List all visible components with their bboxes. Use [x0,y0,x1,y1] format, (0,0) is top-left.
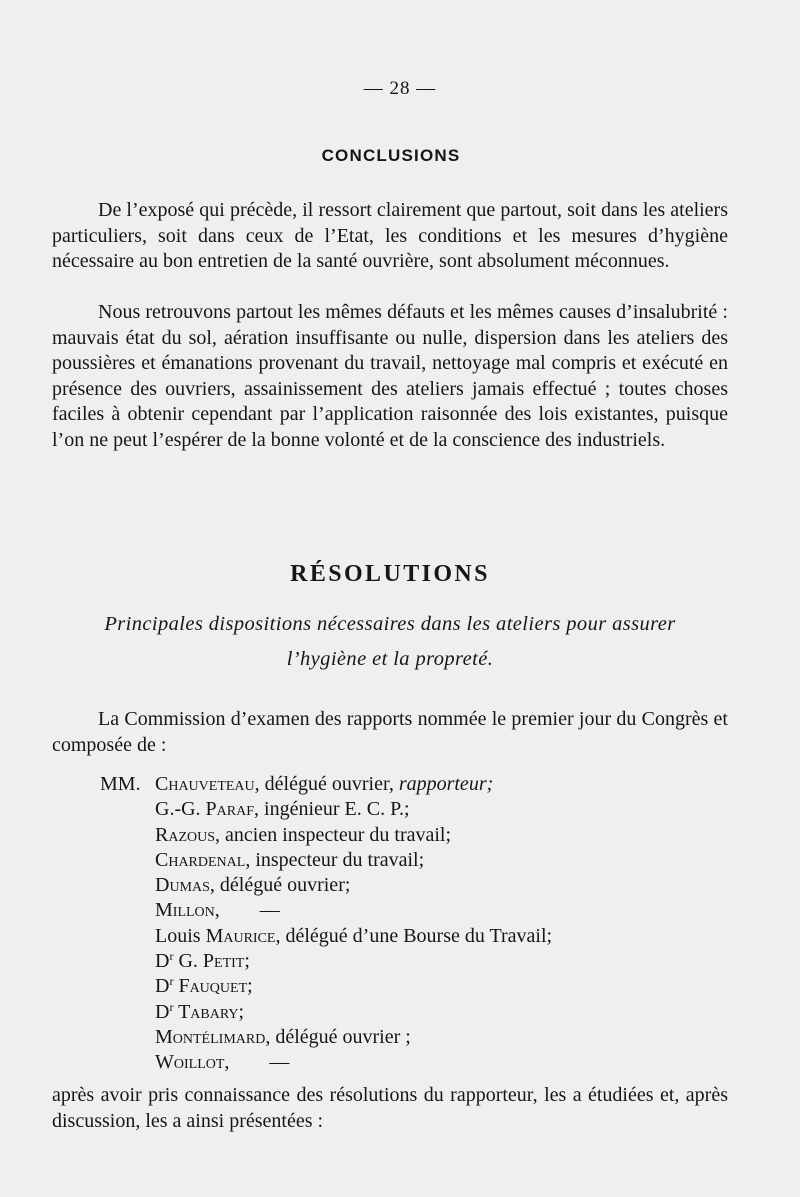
member-name: Woillot [155,1051,225,1074]
commission-intro-paragraph [52,707,728,758]
conclusions-paragraph-1-text: De l’exposé qui précède, il ressort clairement que partout, soit dans les ateliers particuliers, soit dans ceux de l’Etat, les conditions et les mesures d’hygiène nécessaire au bon entretien de la santé ouvrière, sont absolument méconnues. [52,199,728,272]
member-role-italic: rapporteur; [398,773,494,795]
member-prefix: D [155,950,170,973]
member-name: Razous [155,823,216,846]
resolutions-heading: RÉSOLUTIONS [290,561,490,587]
member-name: Chauveteau [155,773,255,795]
member-description: , — [214,899,280,922]
member-row [100,848,552,873]
member-name: Montélimard [155,1025,266,1048]
member-row [100,924,552,949]
member-row [100,873,552,898]
member-name: Dumas [155,874,210,897]
member-row [100,823,552,848]
member-row [100,898,552,923]
resolutions-subtitle-line-1: Principales dispositions nécessaires dans les ateliers pour assurer [104,613,676,635]
member-description: ; [238,1000,245,1023]
member-description: , délégué ouvrier, [254,773,399,795]
member-description: , ingénieur E. C. P.; [254,798,410,821]
member-prefix: D [155,975,170,998]
member-description: , inspecteur du travail; [245,848,425,871]
member-name: Maurice [205,924,276,947]
member-name: Millon [155,899,215,922]
member-description: , délégué ouvrier ; [265,1025,411,1048]
member-description: , ancien inspecteur du travail; [215,823,452,846]
member-title-superscript: r [169,999,174,1014]
conclusions-heading: CONCLUSIONS [321,146,461,165]
member-title-superscript: r [169,949,174,964]
member-title-superscript: r [169,974,174,989]
page-number: — 28 — [363,78,437,99]
commission-members-list [100,772,552,1076]
resolutions-subtitle-line-2: l’hygiène et la propreté. [286,648,494,670]
member-row [100,1050,552,1075]
member-prefix: G.-G. [155,798,206,821]
member-description: ; [244,950,250,973]
conclusions-paragraph-2-text: Nous retrouvons partout les mêmes défauts et les mêmes causes d’insalubrité : mauvais état du sol, aération insuffisante ou nulle, dispersion dans les ateliers des poussières et émanations provenant du travail, nettoyage mal compris et exécuté en présence des ouvriers, assainissement des ateliers jamais effectué ; toutes choses faciles à obtenir cependant par l’application raisonnée des lois existantes, puisque l’on ne peut l’espérer de la bonne volonté et de la conscience des industriels. [52,301,728,451]
member-name: Paraf [205,798,255,821]
closing-paragraph: après avoir pris connaissance des résolutions du rapporteur, les a étudiées et, après discussion, les a ainsi présentées : [52,1084,728,1132]
member-prefix: D [155,1000,170,1023]
member-row [100,949,552,974]
member-description: , — [224,1051,290,1074]
conclusions-paragraph-1 [52,198,728,275]
member-row [100,797,552,822]
member-row [100,1000,552,1025]
member-description: , délégué d’une Bourse du Travail; [275,924,553,947]
member-name: Tabary [173,1000,239,1023]
member-description: , délégué ouvrier; [209,874,351,897]
member-row [100,772,552,797]
member-description: ; [247,975,253,998]
member-name: Chardenal [155,848,246,871]
member-name: G. Petit [173,950,245,973]
member-prefix: Louis [155,924,206,947]
member-name: Fauquet [173,975,248,998]
conclusions-paragraph-2 [52,300,728,453]
commission-intro-text: La Commission d’examen des rapports nommée le premier jour du Congrès et composée de : [52,708,728,756]
members-label: MM. [100,773,141,795]
member-row [100,1025,552,1050]
member-row [100,974,552,999]
